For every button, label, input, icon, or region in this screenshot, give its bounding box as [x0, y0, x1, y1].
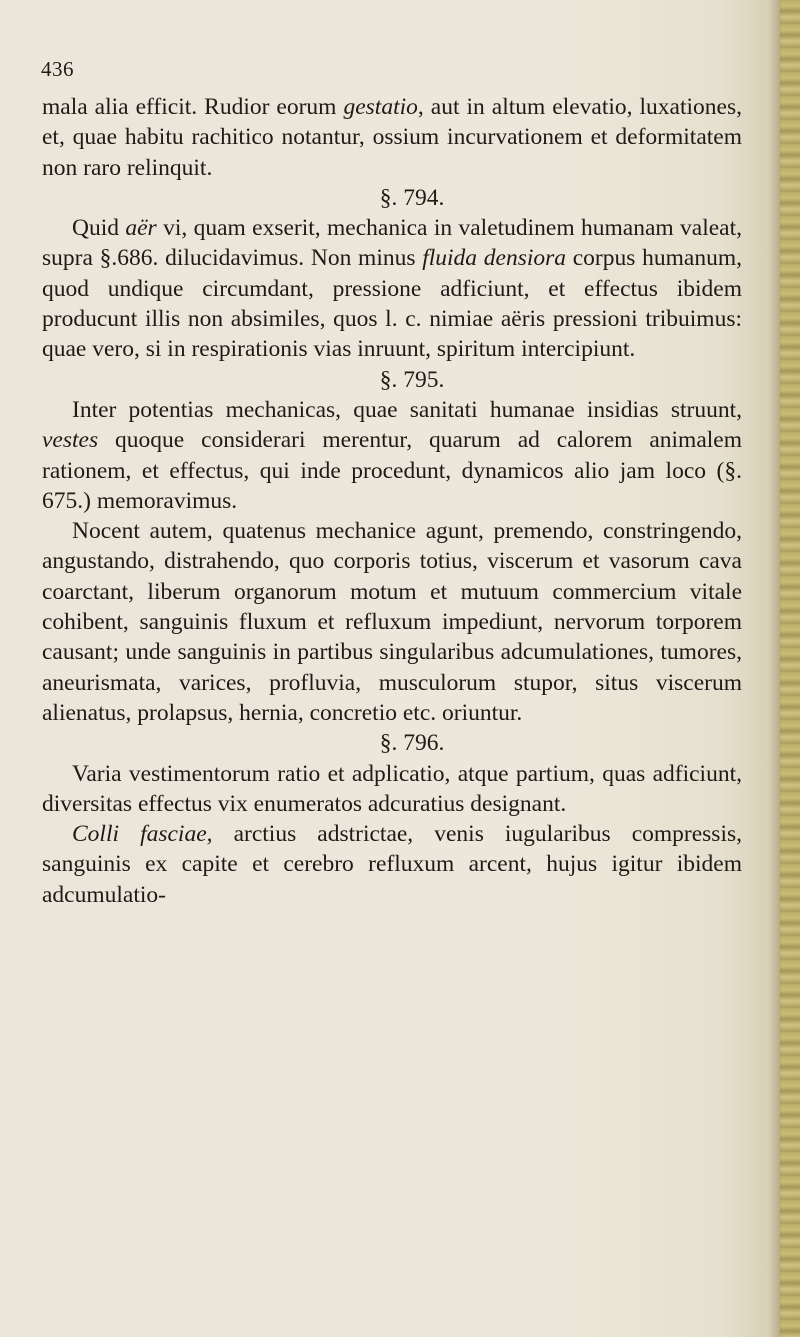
italic-term: gestatio — [343, 94, 418, 120]
section-heading-796: §. 796. — [379, 730, 445, 757]
paragraph-6 — [42, 819, 742, 910]
text-run: vi, quam exserit, mechanica in valetudinem humanam valeat, supra §.686. dilucidavimus. Non minus — [42, 215, 743, 272]
text-run: Quid — [72, 215, 126, 242]
text-run: , aut in altum elevatio, luxationes, et, quae habitu rachitico notantur, ossium incurvationem et deformitatem non raro relinquit. — [42, 94, 743, 181]
italic-term: aër — [125, 215, 157, 242]
paragraph-1 — [42, 92, 742, 183]
section-heading-795: §. 795. — [379, 366, 445, 393]
paragraph-5: Varia vestimentorum ratio et adplicatio, atque partium, quas adficiunt, diversitas effectus vix enumeratos adcuratius designant. — [42, 760, 742, 817]
page-edge — [780, 0, 800, 1337]
text-run: mala alia efficit. Rudior eorum — [42, 94, 344, 120]
italic-term: vestes — [42, 427, 99, 454]
text-run: quoque considerari merentur, quarum ad calorem animalem rationem, et effectus, qui inde procedunt, dynamicos alio jam loco (§. 675.) memoravimus. — [42, 427, 742, 514]
italic-term: fluida densiora — [422, 245, 567, 272]
text-run: corpus humanum, quod undique circumdant, pressione adficiunt, et effectus ibidem producunt illis non absimiles, quos l. c. nimiae aëris pressioni tribuimus: quae vero, si in respirationis vias inruunt, spiritum intercipiunt. — [42, 245, 742, 363]
section-heading-794: §. 794. — [379, 184, 445, 211]
paragraph-3 — [42, 395, 742, 516]
paragraph-4: Nocent autem, quatenus mechanice agunt, premendo, constringendo, angustando, distrahendo, quo corporis totius, viscerum et vasorum cava coarctant, liberum organorum motum et mutuum commercium vitale cohibent, sanguinis fluxum et refluxum impediunt, nervorum torporem causant; unde sanguinis in partibus singularibus adcumulationes, tumores, aneurismata, varices, profluvia, musculorum stupor, situs viscerum alienatus, prolapsus, hernia, concretio etc. oriuntur. — [42, 518, 742, 726]
text-run: Inter potentias mechanicas, quae sanitati humanae insidias struunt, — [72, 396, 742, 423]
page-number: 436 — [41, 57, 74, 81]
italic-term: Colli fasciae — [72, 821, 207, 848]
body-text — [42, 92, 742, 910]
paragraph-2 — [42, 213, 742, 364]
text-run: , arctius adstrictae, venis iugularibus compressis, sanguinis ex capite et cerebro refluxum arcent, hujus igitur ibidem adcumulatio- — [42, 821, 742, 908]
